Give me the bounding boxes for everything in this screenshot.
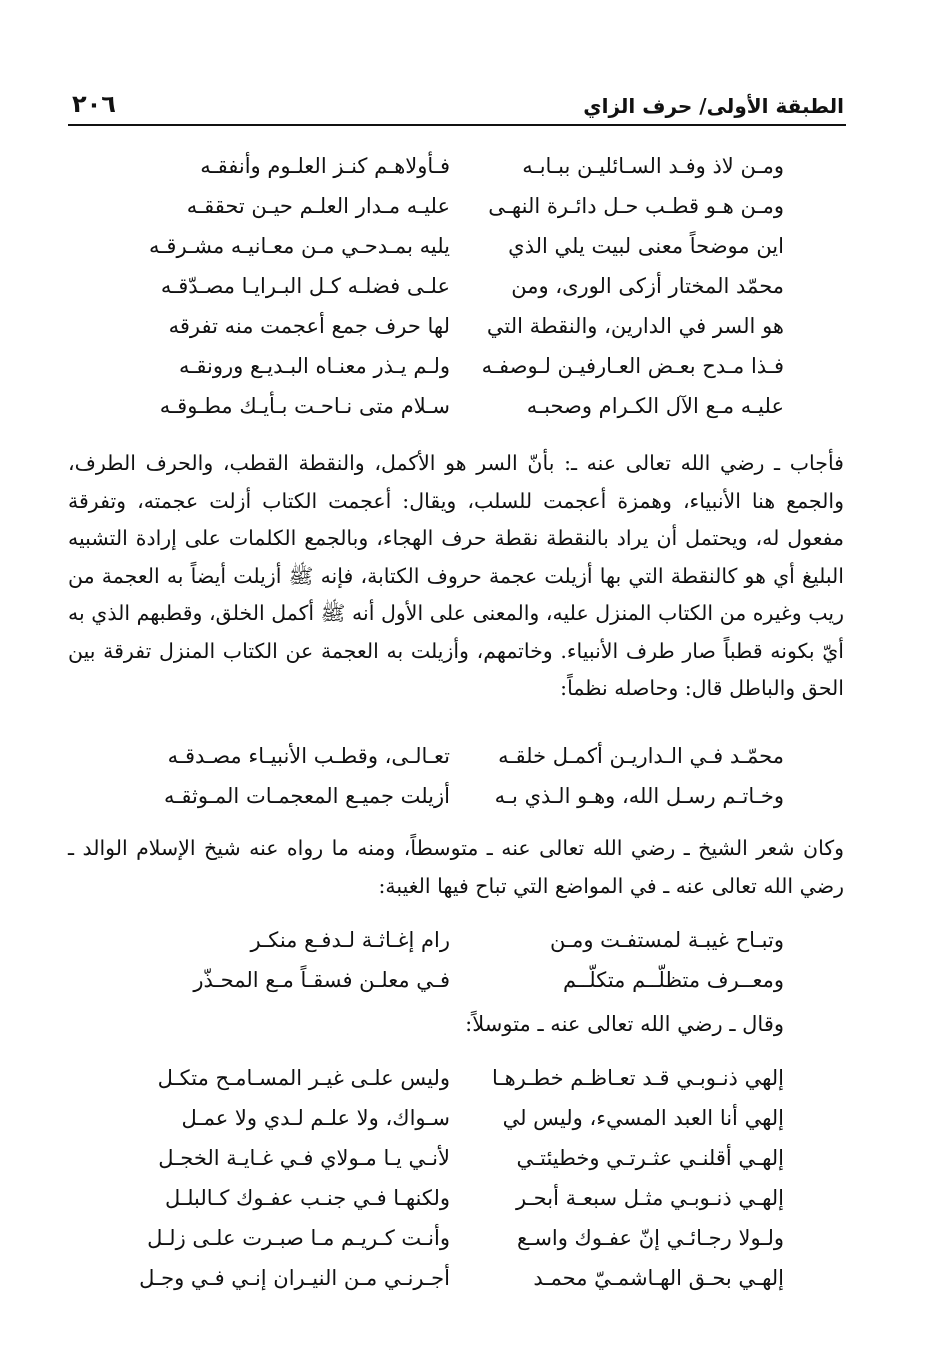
verse-first-hemistich: وخـاتـم رسـل الله، وهـو الـذي بـه [494, 784, 784, 808]
verse-line [120, 1138, 784, 1178]
verse-first-hemistich: محمّـد فـي الـداريـن أكمـل خلقـه [498, 744, 784, 768]
verse-first-hemistich: إلهـي بحـق الهـاشمـيّ محمـد [533, 1266, 784, 1290]
verse-first-hemistich: ومـن هـو قطـب حـل دائـرة النهـى [488, 194, 784, 218]
verse-line [120, 776, 784, 816]
verse-first-hemistich: فـذا مـدح بعـض العـارفيـن لـوصفـه [481, 354, 784, 378]
poem-block-3 [120, 920, 784, 1000]
prose-paragraph-1 [68, 445, 844, 708]
verse-first-hemistich: اين موضحاً معنى لبيت يلي الذي [508, 234, 784, 258]
verse-second-hemistich: علـى فضلـه كـل البـرايـا مصـدّقـه [160, 274, 450, 298]
verse-first-hemistich: إلهي أنا العبد المسيء، وليس لي [502, 1106, 784, 1130]
verse-line [120, 346, 784, 386]
verse-first-hemistich: ومعــرف متظلّــم متكلّــم [563, 968, 784, 992]
verse-first-hemistich: وتبـاح غيبـة لمستفـت ومـن [549, 928, 784, 952]
verse-line [120, 146, 784, 186]
verse-second-hemistich: تعـالـى، وقطـب الأنبيـاء مصـدقـه [167, 744, 450, 768]
verse-second-hemistich: فـي معلـن فسقـاً مـع المحـذّر [193, 968, 450, 992]
verse-second-hemistich: لها حرف جمع أعجمت منه تفرقه [168, 314, 450, 338]
verse-second-hemistich: سـواك، ولا علـم لـدي ولا عمـل [181, 1106, 450, 1130]
verse-second-hemistich: وأنـت كـريـم مـا صبـرت علـى زلـل [147, 1226, 450, 1250]
verse-line [120, 736, 784, 776]
verse-second-hemistich: أجـرنـي مـن النيـران إنـي فـي وجـل [139, 1266, 450, 1290]
verse-first-hemistich: إلهـي ذنـوبـي مثـل سبعـة أبحـر [515, 1186, 784, 1210]
prose-paragraph-2 [68, 830, 844, 905]
verse-first-hemistich: ولـولا رجـائـي إنّ عفـوك واسـع [516, 1226, 784, 1250]
verse-second-hemistich: ولكنهـا فـي جنـب عفـوك كـالبلـل [165, 1186, 450, 1210]
verse-line [120, 226, 784, 266]
verse-second-hemistich: وليس علـى غيـر المسـامـح متكـل [157, 1066, 450, 1090]
verse-second-hemistich: فـأولاهـم كنـز العلـوم وأنفقـه [200, 154, 450, 178]
page-number: ٢٠٦ [72, 90, 116, 118]
poem-block-1 [120, 146, 784, 426]
verse-line [120, 186, 784, 226]
verse-second-hemistich: سـلام متى نـاحـت بـأيـك مطـوقـه [159, 394, 450, 418]
verse-first-hemistich: محمّد المختار أزكى الورى، ومن [511, 274, 784, 298]
verse-first-hemistich: ومـن لاذ وفـد السـائليـن ببـابـه [522, 154, 784, 178]
verse-second-hemistich: أزيلت جميـع المعجمـات المـوثقـه [164, 784, 450, 808]
verse-second-hemistich: عليـه مـدار العلـم حيـن تحققـه [186, 194, 450, 218]
verse-line [120, 266, 784, 306]
verse-second-hemistich: يليه بمـدحـي مـن معـانيـه مشـرقـه [149, 234, 450, 258]
verse-line [120, 1178, 784, 1218]
poem-block-2 [120, 736, 784, 816]
verse-second-hemistich: ولـم يـذر معنـاه البـديـع ورونقـه [178, 354, 450, 378]
verse-line [120, 960, 784, 1000]
verse-first-hemistich: إلهـي أقلنـي عثـرتـي وخطيئتـي [516, 1146, 784, 1170]
verse-first-hemistich: إلهي ذنـوبـي قـد تعـاظـم خطـرهـا [492, 1066, 784, 1090]
running-title: الطبقة الأولى/ حرف الزاي [583, 94, 844, 118]
paragraph-text: فأجاب ـ رضي الله تعالى عنه ـ: بأنّ السر هو الأكمل، والنقطة القطب، والحرف الطرف، والجمع هنا الأنبياء، وهمزة أعجمت للسلب، ويقال: أعجمت الكتاب أزلت عجمته، وتفرقة مفعول له، ويحتمل أن يراد بالنقطة نقطة حرف الهجاء، وبالجمع الكلمات على إرادة التشبيه البليغ أي هو كالنقطة التي بها أزيلت عجمة حروف الكتابة، فإنه ﷺ أزيلت أيضاً به العجمة من ريب وغيره من الكتاب المنزل عليه، والمعنى على الأول أنه ﷺ أكمل الخلق، وقطبهم الذي به أيّ بكونه قطباً صار طرف الأنبياء. وخاتمهم، وأزيلت به العجمة عن الكتاب المنزل تفرقة بين الحق والباطل قال: وحاصله نظماً: [68, 451, 844, 700]
page-header [72, 84, 844, 118]
verse-line [120, 920, 784, 960]
verse-second-hemistich: لأنـي يـا مـولاي فـي غـايـة الخجـل [158, 1146, 450, 1170]
verse-line [120, 306, 784, 346]
poem-block-4 [120, 1058, 784, 1298]
verse-first-hemistich: عليـه مـع الآل الكـرام وصحبـه [526, 394, 784, 418]
verse-line [120, 386, 784, 426]
header-rule [68, 124, 846, 126]
verse-first-hemistich: هو السر في الدارين، والنقطة التي [486, 314, 784, 338]
verse-line [120, 1098, 784, 1138]
verse-line [120, 1058, 784, 1098]
verse-line [120, 1218, 784, 1258]
verse-line [120, 1258, 784, 1298]
paragraph-text: وكان شعر الشيخ ـ رضي الله تعالى عنه ـ متوسطاً، ومنه ما رواه عنه شيخ الإسلام الوالد ـ رضي الله تعالى عنه ـ في المواضع التي تباح فيها الغيبة: [68, 836, 844, 898]
verse-second-hemistich: رام إغـاثـة لـدفـع منكـر [250, 928, 450, 952]
intro-line: وقال ـ رضي الله تعالى عنه ـ متوسلاً: [465, 1012, 784, 1036]
